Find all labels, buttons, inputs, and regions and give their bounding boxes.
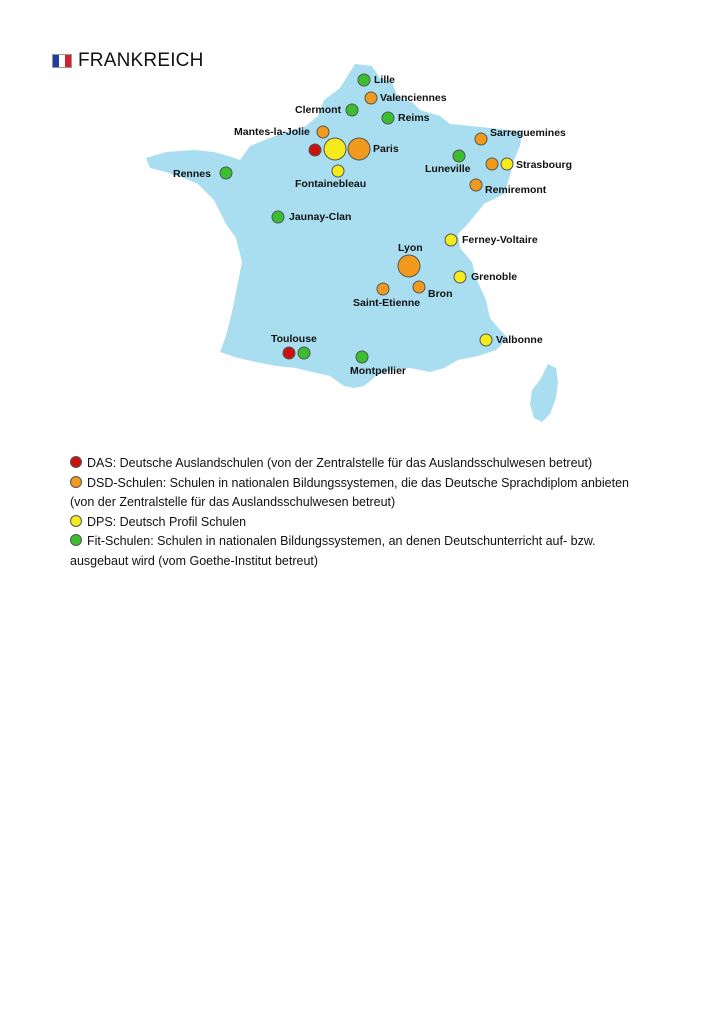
legend-item-fit-continued (70, 552, 670, 572)
legend-text: DAS: Deutsche Auslandschulen (von der Zentralstelle für das Auslandsschulwesen betreut) (87, 456, 593, 470)
city-marker-valenciennes-dsd (365, 92, 377, 104)
city-marker-sarreguemines-dsd (475, 133, 487, 145)
city-label-remiremont: Remiremont (485, 184, 547, 196)
legend-dot-icon (70, 515, 82, 527)
city-marker-montpellier-fit (356, 351, 368, 363)
legend-item-das (70, 454, 670, 474)
city-label-valenciennes: Valenciennes (380, 92, 447, 104)
city-label-strasbourg: Strasbourg (516, 159, 573, 171)
city-marker-paris-dps (324, 138, 346, 160)
city-label-montpellier: Montpellier (350, 365, 407, 377)
legend-dot-icon (70, 534, 82, 546)
city-marker-remiremont-dsd (470, 179, 482, 191)
city-marker-mantes-la-jolie-dsd (317, 126, 329, 138)
city-label-toulouse: Toulouse (271, 333, 317, 345)
city-label-lyon: Lyon (398, 242, 423, 254)
city-marker-jaunay-clan-fit (272, 211, 284, 223)
city-label-luneville: Luneville (425, 163, 471, 175)
legend-text: DSD-Schulen: Schulen in nationalen Bildungssystemen, die das Deutsche Sprachdiplom anbieten (87, 475, 629, 490)
city-marker-toulouse-fit (298, 347, 310, 359)
city-label-mantes-la-jolie: Mantes-la-Jolie (234, 126, 310, 138)
legend-text: DPS: Deutsch Profil Schulen (87, 514, 247, 529)
city-marker-fontainebleau-dps (332, 165, 344, 177)
city-marker-strasbourg-dps (501, 158, 513, 170)
legend (70, 454, 670, 571)
city-label-valbonne: Valbonne (496, 334, 543, 346)
city-label-clermont: Clermont (295, 104, 342, 116)
legend-text: ausgebaut wird (vom Goethe-Institut betreut) (70, 553, 319, 568)
city-label-sarreguemines: Sarreguemines (490, 127, 566, 139)
city-label-bron: Bron (428, 288, 453, 300)
city-label-rennes: Rennes (173, 168, 211, 180)
city-marker-saint-etienne-dsd (377, 283, 389, 295)
legend-item-dps (70, 513, 670, 533)
city-marker-clermont-fit (346, 104, 358, 116)
city-marker-paris-das (309, 144, 321, 156)
city-label-jaunay-clan: Jaunay-Clan (289, 211, 352, 223)
city-marker-valbonne-dps (480, 334, 492, 346)
city-label-grenoble: Grenoble (471, 271, 518, 283)
city-marker-ferney-voltaire-dps (445, 234, 457, 246)
legend-item-fit (70, 532, 670, 552)
legend-dot-icon (70, 476, 82, 488)
city-label-saint-etienne: Saint-Etienne (353, 297, 421, 309)
city-marker-toulouse-das (283, 347, 295, 359)
page-title: FRANKREICH (78, 50, 204, 71)
city-label-fontainebleau: Fontainebleau (295, 178, 367, 190)
city-label-lille: Lille (374, 74, 396, 86)
legend-item-dsd (70, 474, 670, 494)
city-label-ferney-voltaire: Ferney-Voltaire (462, 234, 538, 246)
city-label-reims: Reims (398, 112, 430, 124)
city-label-paris: Paris (373, 143, 399, 155)
city-marker-rennes-fit (220, 167, 232, 179)
legend-dot-icon (70, 456, 82, 468)
legend-text: Fit-Schulen: Schulen in nationalen Bildungssystemen, an denen Deutschunterricht auf- bzw. (87, 534, 596, 548)
city-marker-reims-fit (382, 112, 394, 124)
city-marker-lyon-dsd (398, 255, 420, 277)
city-marker-paris-dsd (348, 138, 370, 160)
city-marker-luneville-fit (453, 150, 465, 162)
city-marker-grenoble-dps (454, 271, 466, 283)
city-marker-strasbourg-dsd (486, 158, 498, 170)
legend-text: (von der Zentralstelle für das Auslandsschulwesen betreut) (70, 495, 396, 509)
city-marker-lille-fit (358, 74, 370, 86)
france-map (0, 60, 724, 440)
city-marker-bron-dsd (413, 281, 425, 293)
corsica-shape (530, 364, 558, 422)
legend-item-dsd-continued (70, 493, 670, 513)
